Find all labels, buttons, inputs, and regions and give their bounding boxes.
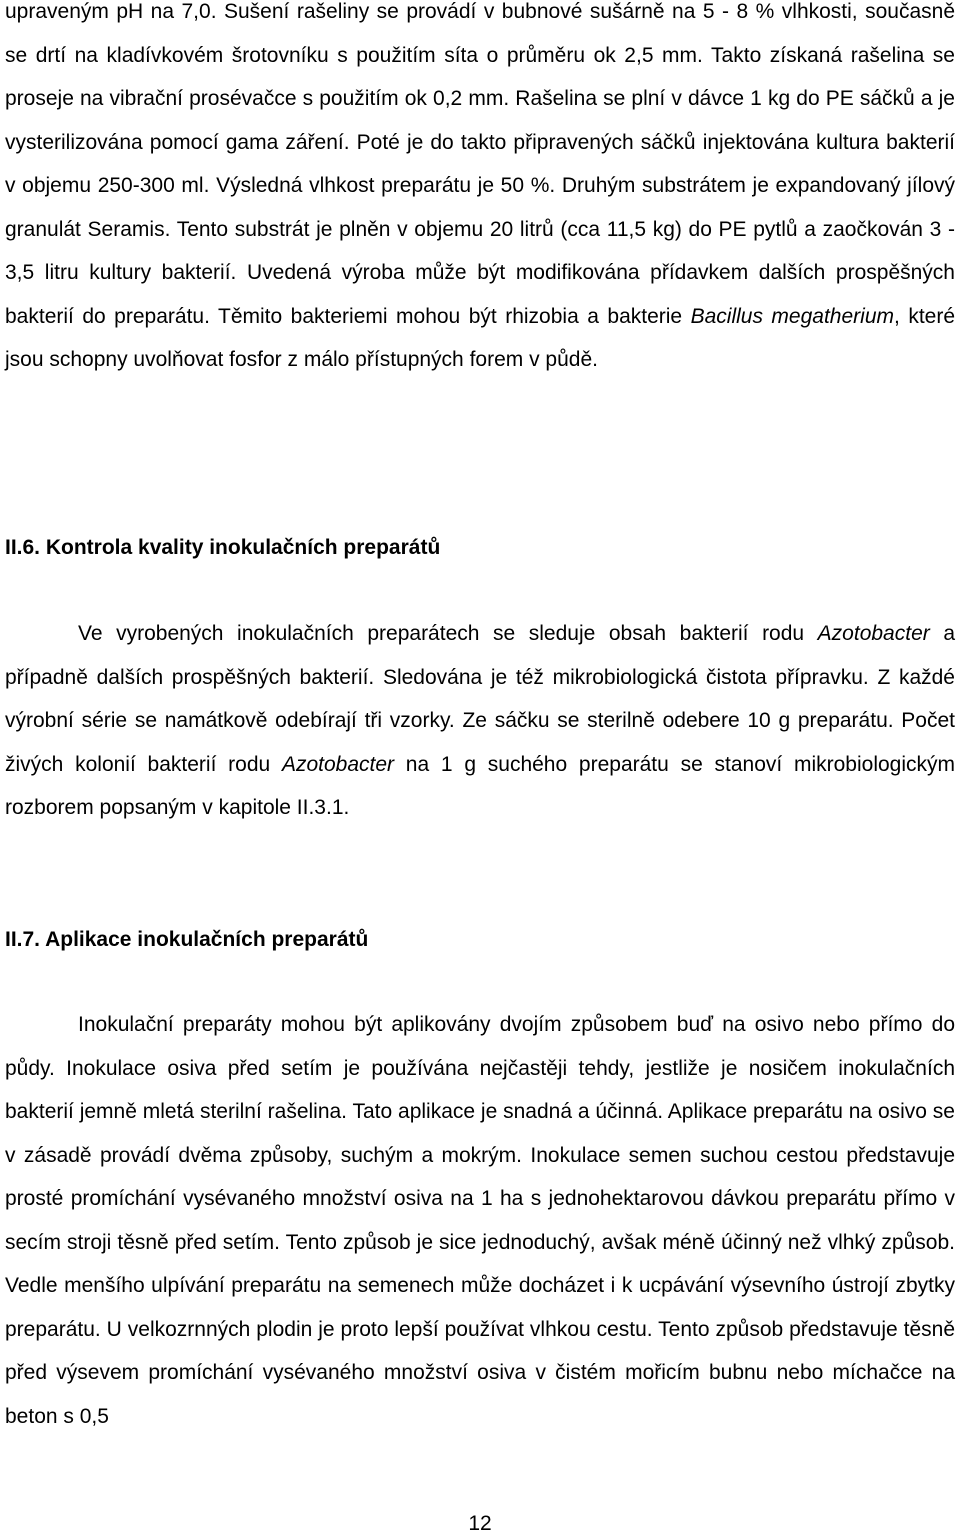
genus-name: Azotobacter: [281, 752, 395, 776]
paragraph-text: na 1 g suchého preparátu se stanoví mikrobiologickým rozborem popsaným v kapitole II.3.1.: [5, 752, 955, 819]
paragraph-text: upraveným pH na 7,0. Sušení rašeliny se provádí v bubnové sušárně na 5 - 8 % vlhkosti, současně se drtí na kladívkovém šrotovníku s použitím síta o průměru ok 2,5 mm. Takto získaná rašelina se proseje na vibrační prosévačce s použitím ok 0,2 mm. Rašelina se plní v dávce 1 kg do PE sáčků a je vysterilizována pomocí gama záření. Poté je do takto připravených sáčků injektována kultura bakterií v objemu 250-300 ml. Výsledná vlhkost preparátu je 50 %. Druhým substrátem je expandovaný jílový granulát Seramis. Tento substrát je plněn v objemu 20 litrů (cca 11,5 kg) do PE pytlů a zaočkován 3 - 3,5 litru kultury bakterií. Uvedená výroba může být modifikována přídavkem dalších prospěšných bakterií do preparátu. Těmito bakteriemi mohou být rhizobia a bakterie: [5, 0, 955, 328]
paragraph-text: Ve vyrobených inokulačních preparátech se sleduje obsah bakterií rodu: [78, 622, 818, 645]
paragraph-quality-control: [5, 612, 955, 830]
paragraph-text: a případně dalších prospěšných bakterií. Sledována je též mikrobiologická čistota přípravku. Z každé výrobní série se namátkově odebírají tři vzorky. Ze sáčku se sterilně odebere 10 g preparátu. Počet živých kolonií bakterií rodu: [5, 622, 955, 776]
paragraph-application: Inokulační preparáty mohou být aplikovány dvojím způsobem buď na osivo nebo přímo do půdy. Inokulace osiva před setím je používána nejčastěji tehdy, jestliže je nosičem inokulačních bakterií jemně mletá sterilní rašelina. Tato aplikace je snadná a účinná. Aplikace preparátu na osivo se v zásadě provádí dvěma způsoby, suchým a mokrým. Inokulace semen suchou cestou představuje prosté promíchání vysévaného množství osiva na 1 ha s jednohektarovou dávkou preparátu přímo v secím stroji těsně před setím. Tento způsob je sice jednoduchý, avšak méně účinný než vlhký způsob. Vedle menšího ulpívání preparátu na semenech může docházet i k ucpávání výsevního ústrojí zbytky preparátu. U velkozrnných plodin je proto lepší používat vlhkou cestu. Tento způsob představuje těsně před výsevem promíchání vysévaného množství osiva v čistém mořicím bubnu nebo míchačce na beton s 0,5: [5, 1013, 955, 1428]
section-heading-application: II.7. Aplikace inokulačních preparátů: [5, 928, 369, 951]
paragraph-text: , které jsou schopny uvolňovat fosfor z málo přístupných forem v půdě.: [5, 304, 956, 371]
species-name: Bacillus megatherium: [690, 304, 894, 328]
page-number: 12: [468, 1512, 492, 1535]
genus-name: Azotobacter: [817, 622, 930, 645]
paragraph-peat-preparation: [5, 0, 955, 382]
section-heading-quality-control: II.6. Kontrola kvality inokulačních preparátů: [5, 536, 441, 559]
